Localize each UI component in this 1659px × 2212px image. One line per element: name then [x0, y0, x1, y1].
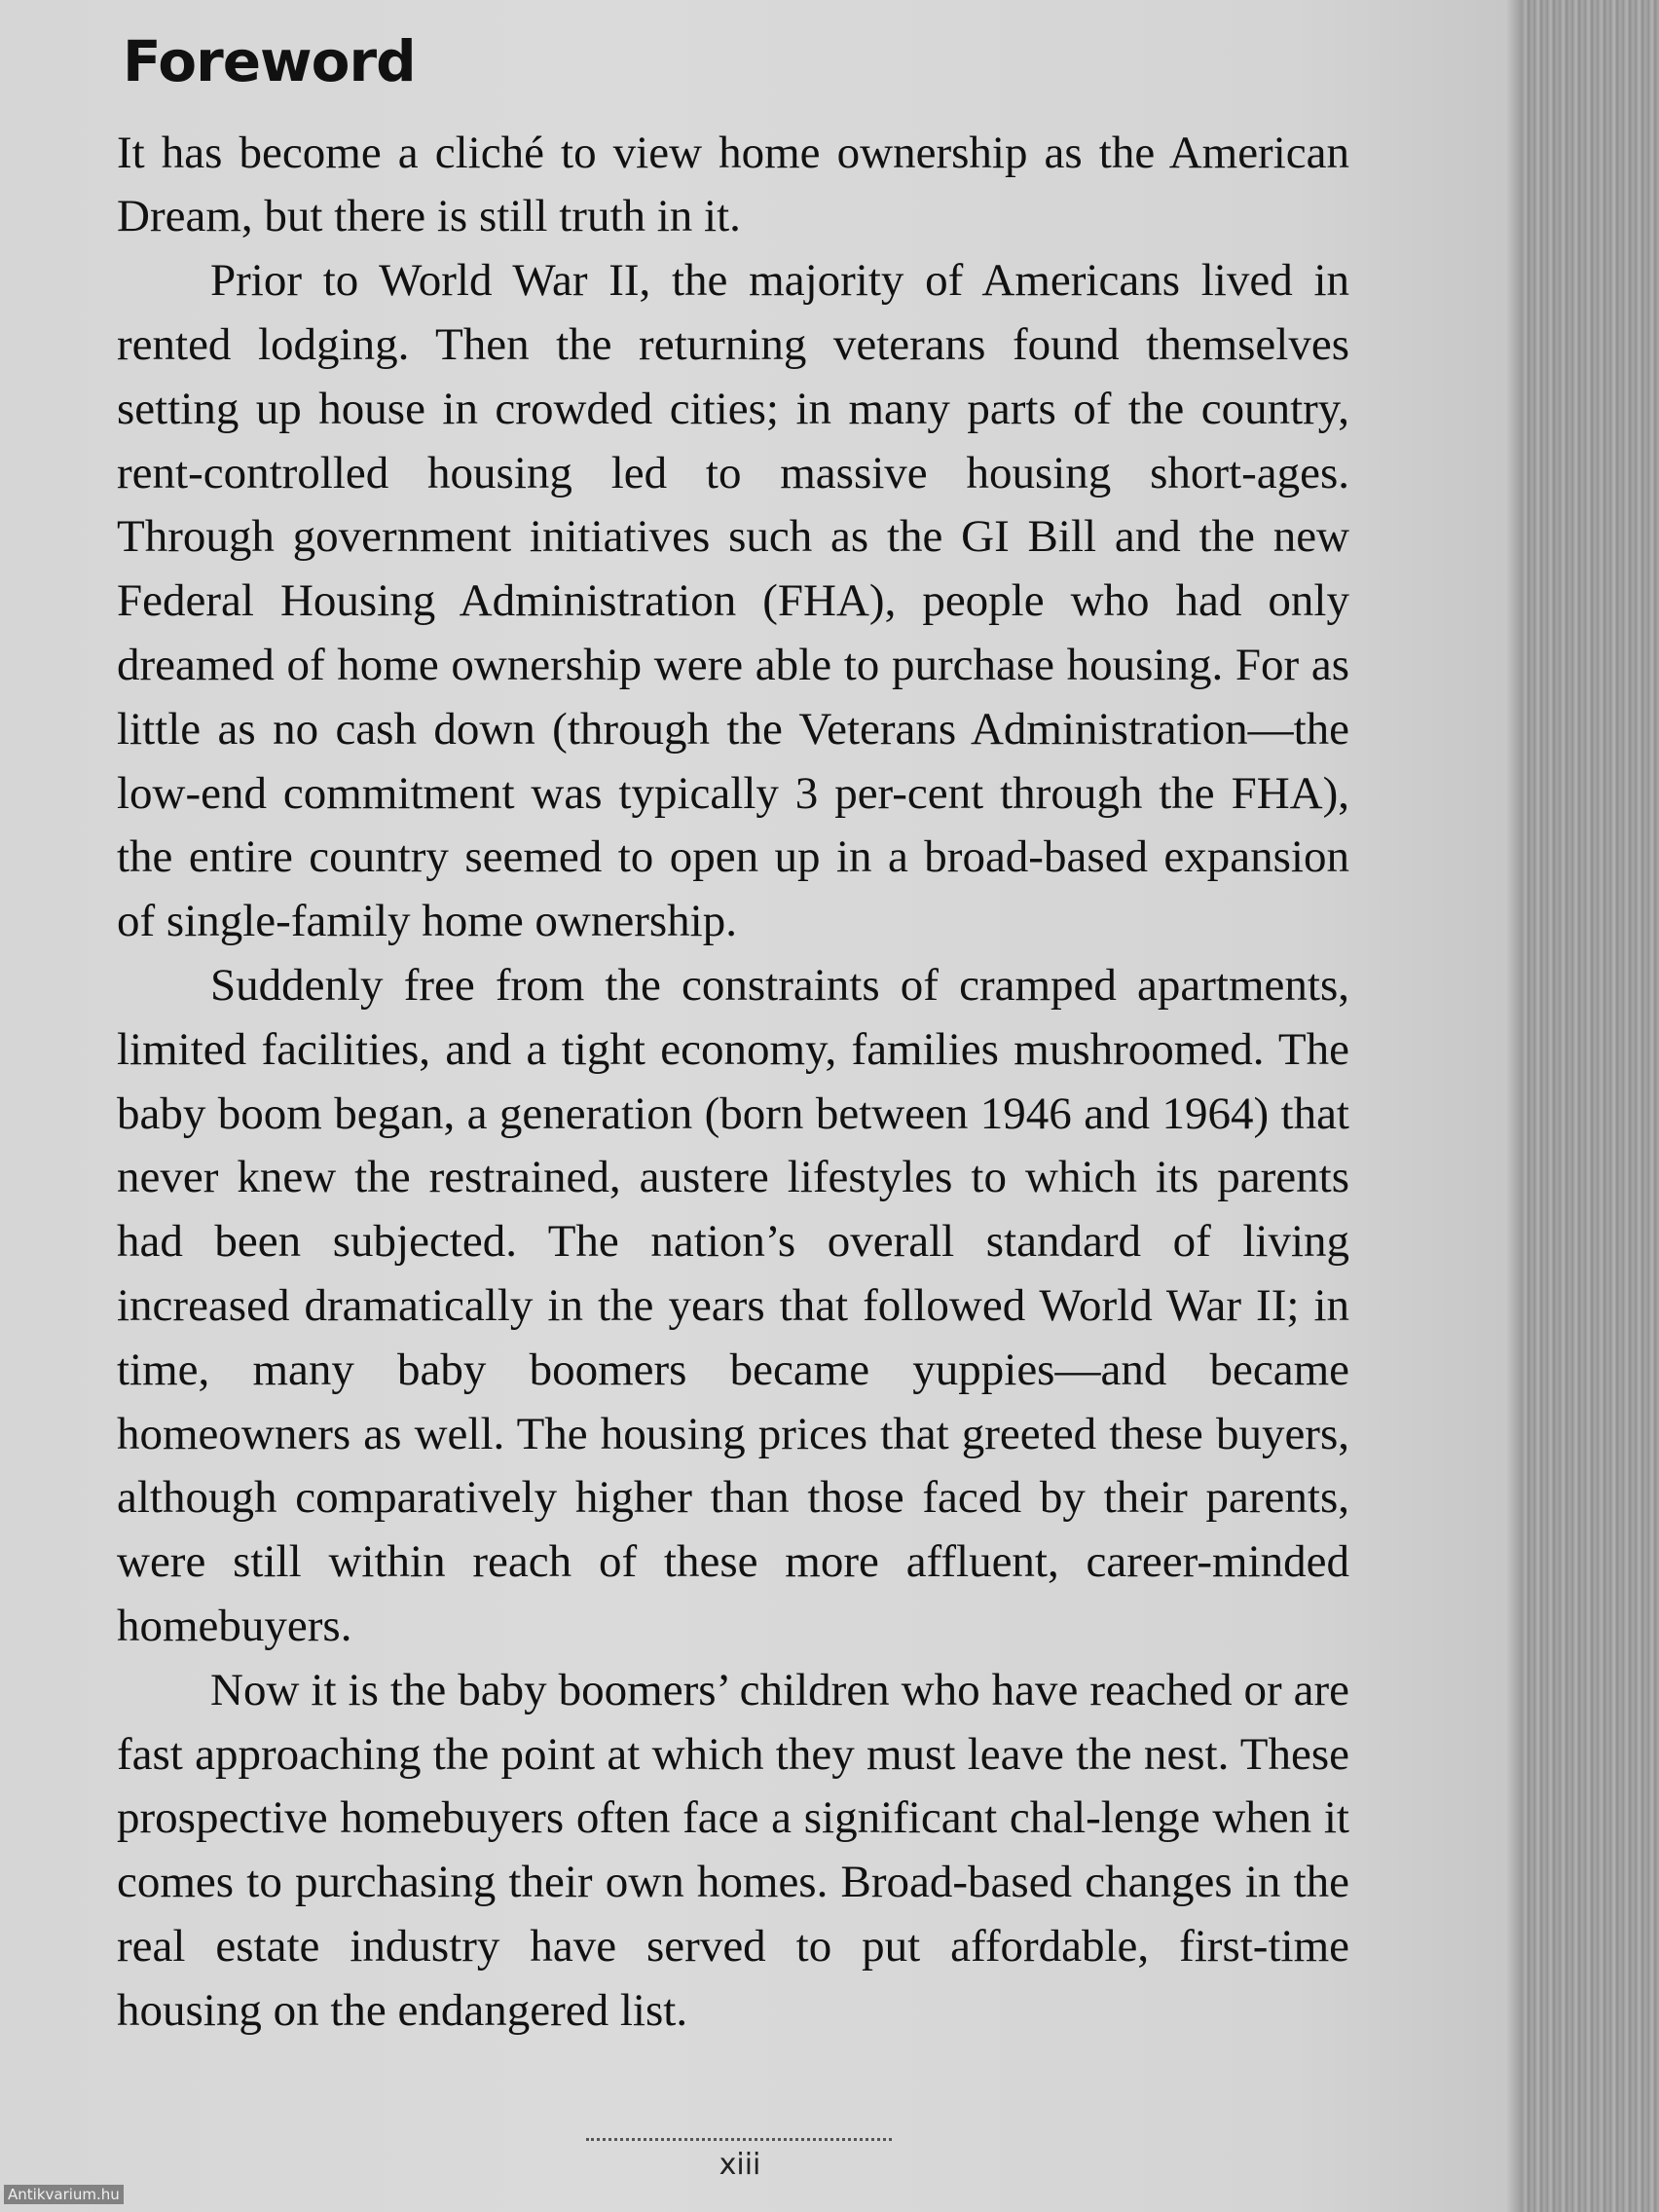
page-content — [117, 29, 1349, 2044]
page-gutter-shadow — [1507, 0, 1523, 2212]
chapter-heading: Foreword — [123, 28, 416, 94]
watermark: Antikvarium.hu — [4, 2185, 124, 2204]
background-surface — [1523, 0, 1659, 2212]
paragraph-2: Prior to World War II, the majority of Americans lived in rented lodging. Then the returning veterans found themselves setting up house in crowded cities; in many parts of the country, rent-controlled housing led to massive housing short-ages. Through government initiatives such as the GI Bill and the new Federal Housing Administration (FHA), people who had only dreamed of home ownership were able to purchase housing. For as little as no cash down (through the Veterans Administration—the low-end commitment was typically 3 per-cent through the FHA), the entire country seemed to open up in a broad-based expansion of single-family home ownership. — [117, 255, 1349, 947]
footer-rule — [586, 2138, 892, 2141]
page-number: xiii — [719, 2148, 761, 2182]
paragraph-3: Suddenly free from the constraints of cramped apartments, limited facilities, and a tight economy, families mushroomed. The baby boom began, a generation (born between 1946 and 1964) that never knew the restrained, austere lifestyles to which its parents had been subjected. The nation’s overall standard of living increased dramatically in the years that followed World War II; in time, many baby boomers became yuppies—and became homeowners as well. The housing prices that greeted these buyers, although comparatively higher than those faced by their parents, were still within reach of these more affluent, career-minded homebuyers. — [117, 960, 1349, 1652]
paragraph-1: It has become a cliché to view home ownership as the American Dream, but there is still truth in it. — [117, 127, 1349, 242]
paragraph-4: Now it is the baby boomers’ children who have reached or are fast approaching the point at which they must leave the nest. These prospective homebuyers often face a significant chal-lenge when it comes to purchasing their own homes. Broad-based changes in the real estate industry have served to put affordable, first-time housing on the endangered list. — [117, 1664, 1349, 2036]
